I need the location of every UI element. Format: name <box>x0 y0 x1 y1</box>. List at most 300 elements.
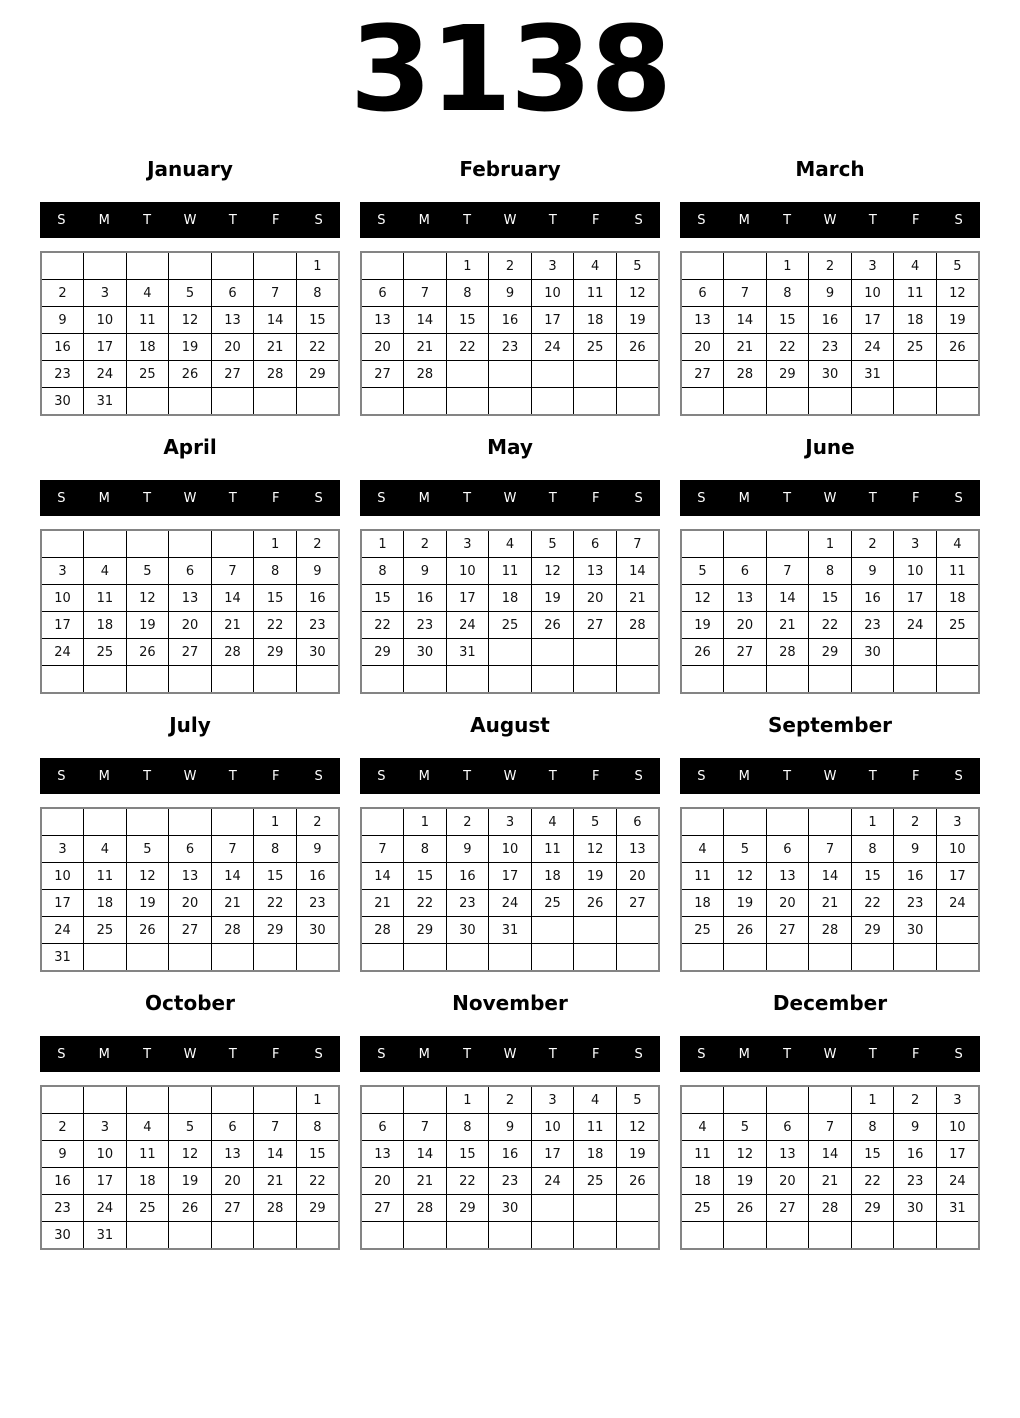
month-block <box>680 433 980 711</box>
weekday-label: F <box>911 1046 920 1062</box>
day-cell: 1 <box>361 530 404 558</box>
day-cell: 25 <box>531 890 574 917</box>
day-cell: 27 <box>616 890 659 917</box>
week-row <box>361 1086 659 1114</box>
day-cell: 11 <box>574 280 617 307</box>
day-cell: 21 <box>809 1168 852 1195</box>
empty-day-cell <box>489 361 532 388</box>
day-cell: 15 <box>446 307 489 334</box>
empty-day-cell <box>681 944 724 972</box>
week-row <box>361 836 659 863</box>
empty-day-cell <box>766 944 809 972</box>
day-cell: 20 <box>766 890 809 917</box>
week-row <box>41 666 339 694</box>
day-cell: 5 <box>616 1086 659 1114</box>
day-cell: 30 <box>296 639 339 666</box>
weekday-label: S <box>634 768 643 784</box>
day-cell: 25 <box>489 612 532 639</box>
day-cell: 21 <box>254 334 297 361</box>
day-cell: 26 <box>531 612 574 639</box>
day-cell: 9 <box>296 836 339 863</box>
day-cell: 16 <box>489 307 532 334</box>
day-cell: 21 <box>404 1168 447 1195</box>
weekday-label: S <box>377 1046 386 1062</box>
day-cell: 30 <box>894 917 937 944</box>
day-cell: 15 <box>296 307 339 334</box>
day-cell: 25 <box>126 361 169 388</box>
empty-day-cell <box>724 808 767 836</box>
day-cell: 26 <box>616 334 659 361</box>
month-grid <box>680 807 980 972</box>
week-row <box>681 307 979 334</box>
day-cell: 21 <box>766 612 809 639</box>
month-name: July <box>169 713 211 738</box>
week-row <box>41 1086 339 1114</box>
day-cell: 24 <box>489 890 532 917</box>
day-cell: 23 <box>296 890 339 917</box>
empty-day-cell <box>126 388 169 416</box>
day-cell: 6 <box>169 836 212 863</box>
empty-day-cell <box>296 1222 339 1250</box>
weekday-label: S <box>697 768 706 784</box>
day-cell: 27 <box>574 612 617 639</box>
day-cell: 13 <box>766 1141 809 1168</box>
week-row <box>361 252 659 280</box>
day-cell: 4 <box>936 530 979 558</box>
day-cell: 25 <box>126 1195 169 1222</box>
day-cell: 8 <box>809 558 852 585</box>
empty-day-cell <box>724 1222 767 1250</box>
day-cell: 2 <box>446 808 489 836</box>
day-cell: 8 <box>296 280 339 307</box>
month-grid <box>680 1085 980 1250</box>
week-row <box>41 307 339 334</box>
day-cell: 11 <box>936 558 979 585</box>
day-cell: 9 <box>41 307 84 334</box>
day-cell: 28 <box>616 612 659 639</box>
empty-day-cell <box>574 639 617 666</box>
empty-day-cell <box>681 252 724 280</box>
empty-day-cell <box>169 1222 212 1250</box>
empty-day-cell <box>41 530 84 558</box>
day-cell: 4 <box>126 1114 169 1141</box>
empty-day-cell <box>936 944 979 972</box>
day-cell: 22 <box>809 612 852 639</box>
day-cell: 2 <box>894 808 937 836</box>
day-cell: 10 <box>531 280 574 307</box>
empty-day-cell <box>126 666 169 694</box>
empty-day-cell <box>724 252 767 280</box>
week-row <box>361 863 659 890</box>
week-row <box>41 639 339 666</box>
day-cell: 2 <box>851 530 894 558</box>
day-cell: 18 <box>894 307 937 334</box>
empty-day-cell <box>126 1222 169 1250</box>
day-cell: 31 <box>489 917 532 944</box>
week-row <box>361 944 659 972</box>
week-row <box>361 530 659 558</box>
empty-day-cell <box>254 1222 297 1250</box>
day-cell: 10 <box>894 558 937 585</box>
weekday-label: S <box>377 768 386 784</box>
day-cell: 7 <box>724 280 767 307</box>
day-cell: 24 <box>894 612 937 639</box>
day-cell: 4 <box>84 836 127 863</box>
day-cell: 16 <box>894 1141 937 1168</box>
day-cell: 7 <box>361 836 404 863</box>
day-cell: 12 <box>126 863 169 890</box>
empty-day-cell <box>84 808 127 836</box>
month-grid <box>360 251 660 416</box>
weekday-label: M <box>738 768 750 784</box>
day-cell: 3 <box>894 530 937 558</box>
day-cell: 18 <box>936 585 979 612</box>
day-cell: 21 <box>724 334 767 361</box>
week-row <box>681 585 979 612</box>
day-cell: 5 <box>126 558 169 585</box>
empty-day-cell <box>211 530 254 558</box>
weekday-label: T <box>868 212 877 228</box>
weekday-header-row <box>40 202 340 238</box>
empty-day-cell <box>531 666 574 694</box>
month-grid <box>40 529 340 694</box>
month-grid <box>680 529 980 694</box>
day-cell: 9 <box>489 280 532 307</box>
empty-day-cell <box>894 388 937 416</box>
day-cell: 16 <box>296 863 339 890</box>
day-cell: 8 <box>296 1114 339 1141</box>
day-cell: 1 <box>254 808 297 836</box>
day-cell: 19 <box>936 307 979 334</box>
empty-day-cell <box>936 1222 979 1250</box>
day-cell: 15 <box>404 863 447 890</box>
day-cell: 1 <box>809 530 852 558</box>
day-cell: 29 <box>851 1195 894 1222</box>
day-cell: 20 <box>724 612 767 639</box>
empty-day-cell <box>574 666 617 694</box>
day-cell: 9 <box>809 280 852 307</box>
empty-day-cell <box>489 639 532 666</box>
month-name: February <box>459 157 561 182</box>
day-cell: 30 <box>809 361 852 388</box>
weekday-label: M <box>738 490 750 506</box>
day-cell: 31 <box>851 361 894 388</box>
week-row <box>41 917 339 944</box>
weekday-label: S <box>954 1046 963 1062</box>
weekday-label: T <box>463 1046 472 1062</box>
day-cell: 22 <box>361 612 404 639</box>
weekday-label: T <box>868 768 877 784</box>
day-cell: 15 <box>446 1141 489 1168</box>
empty-day-cell <box>724 388 767 416</box>
month-name: May <box>487 435 533 460</box>
day-cell: 28 <box>404 1195 447 1222</box>
weekday-label: S <box>954 490 963 506</box>
month-block <box>360 433 660 711</box>
week-row <box>361 585 659 612</box>
weekday-label: T <box>143 768 152 784</box>
week-row <box>41 1168 339 1195</box>
day-cell: 10 <box>489 836 532 863</box>
weekday-label: T <box>228 1046 237 1062</box>
day-cell: 20 <box>574 585 617 612</box>
weekday-label: S <box>634 490 643 506</box>
day-cell: 7 <box>809 1114 852 1141</box>
empty-day-cell <box>616 388 659 416</box>
week-row <box>681 1114 979 1141</box>
empty-day-cell <box>361 1086 404 1114</box>
day-cell: 22 <box>254 612 297 639</box>
week-row <box>361 1195 659 1222</box>
day-cell: 6 <box>574 530 617 558</box>
month-name: September <box>768 713 892 738</box>
day-cell: 28 <box>361 917 404 944</box>
day-cell: 16 <box>489 1141 532 1168</box>
empty-day-cell <box>936 666 979 694</box>
weekday-label: S <box>314 768 323 784</box>
week-row <box>361 280 659 307</box>
day-cell: 20 <box>211 1168 254 1195</box>
empty-day-cell <box>809 388 852 416</box>
weekday-label: T <box>868 490 877 506</box>
weekday-header-row <box>360 758 660 794</box>
day-cell: 6 <box>766 836 809 863</box>
day-cell: 8 <box>361 558 404 585</box>
day-cell: 5 <box>724 836 767 863</box>
day-cell: 4 <box>574 1086 617 1114</box>
day-cell: 20 <box>169 612 212 639</box>
weekday-label: S <box>57 768 66 784</box>
day-cell: 28 <box>766 639 809 666</box>
day-cell: 4 <box>574 252 617 280</box>
empty-day-cell <box>41 252 84 280</box>
weekday-label: M <box>418 768 430 784</box>
day-cell: 20 <box>681 334 724 361</box>
week-row <box>41 1222 339 1250</box>
day-cell: 23 <box>489 1168 532 1195</box>
day-cell: 28 <box>211 639 254 666</box>
day-cell: 21 <box>211 612 254 639</box>
day-cell: 6 <box>681 280 724 307</box>
day-cell: 13 <box>361 1141 404 1168</box>
weekday-header-row <box>40 1036 340 1072</box>
week-row <box>681 1168 979 1195</box>
day-cell: 29 <box>254 917 297 944</box>
day-cell: 19 <box>574 863 617 890</box>
day-cell: 6 <box>766 1114 809 1141</box>
day-cell: 17 <box>489 863 532 890</box>
day-cell: 13 <box>169 863 212 890</box>
weekday-label: S <box>697 1046 706 1062</box>
day-cell: 7 <box>254 280 297 307</box>
empty-day-cell <box>616 639 659 666</box>
day-cell: 5 <box>936 252 979 280</box>
day-cell: 31 <box>84 388 127 416</box>
empty-day-cell <box>84 944 127 972</box>
day-cell: 22 <box>446 334 489 361</box>
day-cell: 16 <box>296 585 339 612</box>
day-cell: 30 <box>894 1195 937 1222</box>
month-grid <box>40 1085 340 1250</box>
weekday-label: S <box>57 490 66 506</box>
empty-day-cell <box>724 530 767 558</box>
weekday-header-row <box>360 480 660 516</box>
day-cell: 2 <box>296 530 339 558</box>
day-cell: 8 <box>254 558 297 585</box>
weekday-label: F <box>591 768 600 784</box>
empty-day-cell <box>126 1086 169 1114</box>
weekday-label: M <box>98 212 110 228</box>
weekday-label: T <box>228 212 237 228</box>
day-cell: 6 <box>361 280 404 307</box>
day-cell: 19 <box>616 307 659 334</box>
day-cell: 25 <box>84 917 127 944</box>
day-cell: 1 <box>254 530 297 558</box>
month-block <box>680 989 980 1267</box>
weekday-label: M <box>98 490 110 506</box>
week-row <box>681 530 979 558</box>
empty-day-cell <box>84 1086 127 1114</box>
day-cell: 30 <box>41 388 84 416</box>
empty-day-cell <box>361 666 404 694</box>
month-block <box>40 155 340 433</box>
day-cell: 22 <box>296 1168 339 1195</box>
day-cell: 23 <box>489 334 532 361</box>
empty-day-cell <box>724 944 767 972</box>
weekday-label: W <box>503 490 517 506</box>
day-cell: 27 <box>361 1195 404 1222</box>
weekday-label: W <box>503 1046 517 1062</box>
weekday-label: W <box>183 212 197 228</box>
week-row <box>361 1168 659 1195</box>
empty-day-cell <box>211 1086 254 1114</box>
empty-day-cell <box>766 388 809 416</box>
weekday-label: S <box>57 212 66 228</box>
weekday-label: T <box>548 490 557 506</box>
day-cell: 30 <box>41 1222 84 1250</box>
day-cell: 2 <box>404 530 447 558</box>
day-cell: 15 <box>851 1141 894 1168</box>
empty-day-cell <box>169 1086 212 1114</box>
day-cell: 11 <box>84 585 127 612</box>
day-cell: 29 <box>851 917 894 944</box>
day-cell: 18 <box>489 585 532 612</box>
day-cell: 11 <box>126 1141 169 1168</box>
empty-day-cell <box>809 808 852 836</box>
day-cell: 13 <box>616 836 659 863</box>
empty-day-cell <box>894 666 937 694</box>
day-cell: 24 <box>851 334 894 361</box>
empty-day-cell <box>531 361 574 388</box>
empty-day-cell <box>211 1222 254 1250</box>
day-cell: 11 <box>681 863 724 890</box>
day-cell: 12 <box>531 558 574 585</box>
week-row <box>41 612 339 639</box>
week-row <box>361 1114 659 1141</box>
day-cell: 10 <box>936 1114 979 1141</box>
weekday-label: T <box>228 768 237 784</box>
day-cell: 17 <box>446 585 489 612</box>
month-block <box>360 989 660 1267</box>
week-row <box>681 252 979 280</box>
month-grid <box>360 529 660 694</box>
day-cell: 18 <box>531 863 574 890</box>
month-block <box>40 989 340 1267</box>
weekday-header-row <box>360 202 660 238</box>
empty-day-cell <box>404 252 447 280</box>
empty-day-cell <box>531 1222 574 1250</box>
day-cell: 24 <box>936 1168 979 1195</box>
week-row <box>41 334 339 361</box>
day-cell: 10 <box>84 1141 127 1168</box>
week-row <box>681 808 979 836</box>
day-cell: 21 <box>616 585 659 612</box>
empty-day-cell <box>766 808 809 836</box>
empty-day-cell <box>211 388 254 416</box>
week-row <box>41 1195 339 1222</box>
day-cell: 21 <box>361 890 404 917</box>
empty-day-cell <box>296 388 339 416</box>
empty-day-cell <box>724 1086 767 1114</box>
day-cell: 28 <box>254 1195 297 1222</box>
weekday-label: S <box>314 490 323 506</box>
day-cell: 24 <box>41 639 84 666</box>
day-cell: 14 <box>254 1141 297 1168</box>
day-cell: 3 <box>41 836 84 863</box>
day-cell: 23 <box>851 612 894 639</box>
day-cell: 25 <box>574 334 617 361</box>
month-block <box>680 711 980 989</box>
day-cell: 25 <box>681 917 724 944</box>
day-cell: 14 <box>616 558 659 585</box>
empty-day-cell <box>936 388 979 416</box>
day-cell: 28 <box>211 917 254 944</box>
empty-day-cell <box>616 361 659 388</box>
day-cell: 23 <box>404 612 447 639</box>
day-cell: 6 <box>211 280 254 307</box>
weekday-label: F <box>911 212 920 228</box>
day-cell: 18 <box>84 612 127 639</box>
day-cell: 4 <box>681 1114 724 1141</box>
day-cell: 24 <box>84 361 127 388</box>
day-cell: 1 <box>851 1086 894 1114</box>
empty-day-cell <box>211 666 254 694</box>
weekday-label: M <box>418 212 430 228</box>
empty-day-cell <box>404 1086 447 1114</box>
day-cell: 27 <box>681 361 724 388</box>
day-cell: 26 <box>936 334 979 361</box>
day-cell: 20 <box>361 1168 404 1195</box>
week-row <box>41 1114 339 1141</box>
week-row <box>41 1141 339 1168</box>
day-cell: 12 <box>681 585 724 612</box>
day-cell: 20 <box>766 1168 809 1195</box>
day-cell: 19 <box>681 612 724 639</box>
weekday-label: S <box>377 212 386 228</box>
day-cell: 26 <box>616 1168 659 1195</box>
day-cell: 22 <box>254 890 297 917</box>
day-cell: 17 <box>41 890 84 917</box>
empty-day-cell <box>404 666 447 694</box>
day-cell: 16 <box>41 1168 84 1195</box>
month-grid <box>40 251 340 416</box>
weekday-label: W <box>823 490 837 506</box>
day-cell: 25 <box>681 1195 724 1222</box>
empty-day-cell <box>894 1222 937 1250</box>
day-cell: 3 <box>936 808 979 836</box>
day-cell: 2 <box>809 252 852 280</box>
day-cell: 20 <box>169 890 212 917</box>
